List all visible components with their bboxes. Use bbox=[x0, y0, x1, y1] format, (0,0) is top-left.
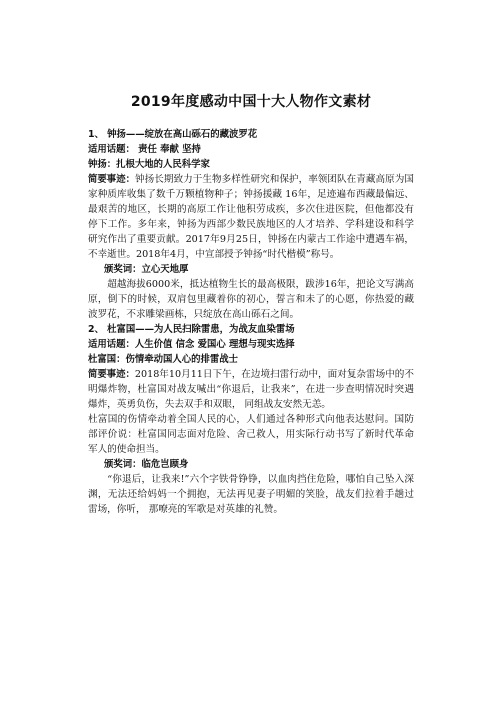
summary-label: 简要事迹： bbox=[88, 369, 135, 380]
award-text: 超越海拔6000米，抵达植物生长的最高极限，跋涉16年，把论文写满高原，倒下的时候，双肩包里藏着你的初心，誓言和未了的心愿，你热爱的藏波罗花，不求雕梁画栋，只绽放在高山砾石之间。 bbox=[88, 279, 414, 320]
summary-label: 简要事迹： bbox=[88, 174, 136, 185]
summary-paragraph bbox=[88, 367, 414, 412]
section-subtitle: 杜富国：伤情牵动国人心的排雷战士 bbox=[88, 354, 239, 365]
summary-text: 钟扬长期致力于生物多样性研究和保护，率领团队在青藏高原为国家种质库收集了数千万颗植物种子；钟扬援藏 16年，足迹遍布西藏最偏远、最艰苦的地区，长期的高原工作让他积劳成疾，多次住进医院，但他都没有停下工作。多年来，钟扬为西部少数民族地区的人才培养、学科建设和科学研究作出了重要贡献。2017年9月25日，钟扬在内蒙古工作途中遭遇车祸，不幸逝世。2018年4月，中宣部授予钟扬“时代楷模”称号。 bbox=[88, 174, 414, 260]
topic-line bbox=[88, 337, 414, 352]
topic-value: 人生价值 信念 爱国心 理想与现实选择 bbox=[134, 339, 295, 350]
extra-paragraph: 杜富国的伤情牵动着全国人民的心，人们通过各种形式向他表达慰问。国防部评价说：杜富国同志面对危险、舍己救人，用实际行动书写了新时代革命军人的使命担当。 bbox=[88, 414, 414, 455]
summary-text: 2018年10月11日下午，在边境扫雷行动中，面对复杂雷场中的不明爆炸物，杜富国对战友喊出“你退后，让我来”，在进一步查明情况时突遇爆炸，英勇负伤，失去双手和双眼， 同组战友安然无恙。 bbox=[88, 369, 414, 410]
document-body bbox=[88, 127, 414, 517]
summary-paragraph bbox=[88, 172, 414, 262]
topic-line bbox=[88, 142, 414, 157]
award-text: “你退后，让我来!”六个字铁骨铮铮，以血肉挡住危险，哪怕自己坠入深渊，无法还给妈妈一个拥抱，无法再见妻子明媚的笑脸，战友们拉着手趟过雷场，你听， 那嘹亮的军歌是对英雄的礼赞。 bbox=[88, 474, 414, 515]
award-label: 颁奖词：立心天地厚 bbox=[103, 264, 189, 275]
section-heading: 2、 杜富国——为人民扫除雷患，为战友血染雷场 bbox=[88, 324, 295, 335]
topic-value: 责任 奉献 坚持 bbox=[134, 144, 201, 155]
topic-label: 适用话题： bbox=[88, 339, 135, 350]
page-title: 2019年度感动中国十大人物作文素材 bbox=[130, 94, 372, 110]
section-subtitle: 钟扬：扎根大地的人民科学家 bbox=[88, 159, 210, 170]
section-heading: 1、 钟扬——绽放在高山砾石的藏波罗花 bbox=[88, 129, 258, 140]
award-label: 颁奖词：临危岂顾身 bbox=[103, 459, 189, 470]
topic-label: 适用话题： bbox=[88, 144, 135, 155]
